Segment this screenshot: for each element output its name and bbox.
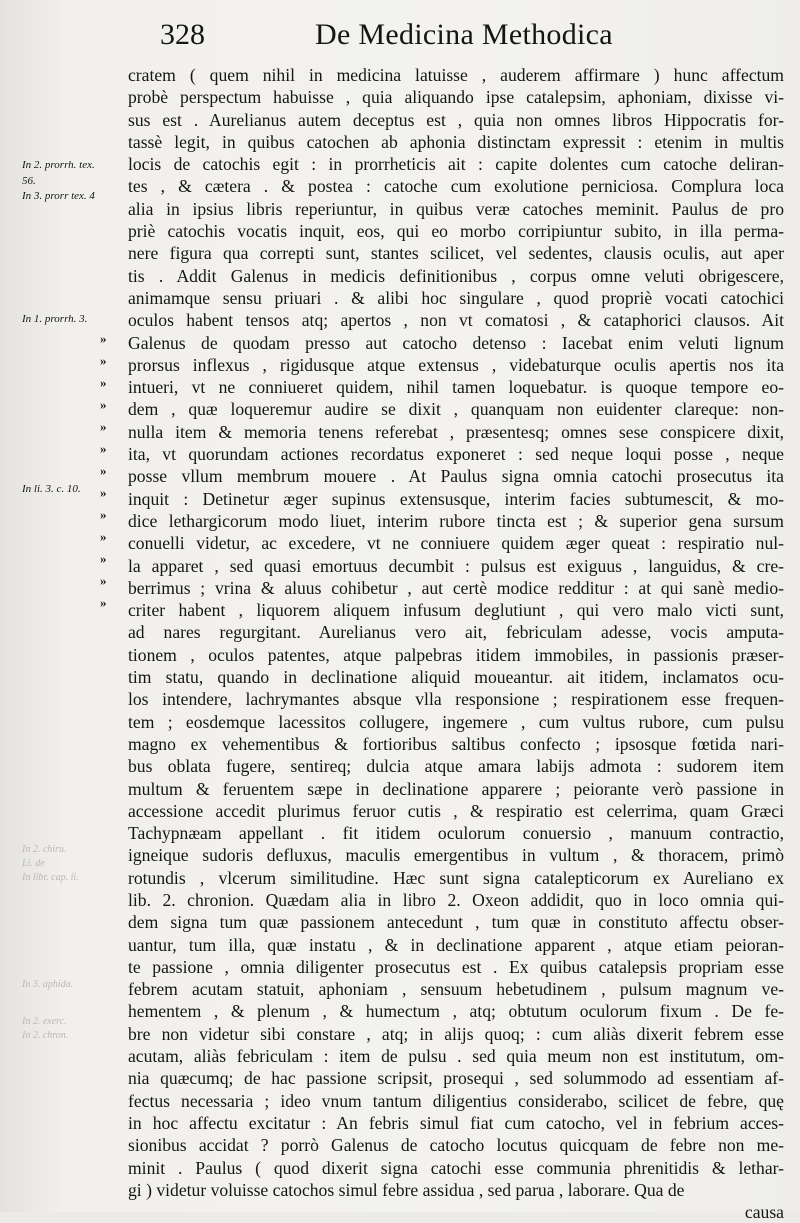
text-line: multum & feruentem sæpe in declinatione apparere ; peiorante verò passione in (128, 778, 784, 799)
quotation-mark: » (100, 595, 107, 610)
running-title: De Medicina Methodica (315, 18, 613, 51)
text-line: sus est . Aurelianus autem deceptus est , quia non omnes libros Hippocratis for- (128, 109, 784, 130)
text-line: inquit : Detinetur æger supinus extensusque, interim facies subtumescit, & mo- (128, 488, 784, 509)
show-through-note: In 2. chron. (22, 1030, 69, 1041)
text-line: igneique sudoris defluxus, maculis emergentibus in vultum , & thoracem, primò (128, 845, 784, 866)
quotation-mark: » (100, 485, 107, 500)
marginal-note: In 1. prorrh. 3. (22, 313, 88, 325)
text-line: bus oblata fugere, sentireq; dulcia atque amara labijs admota : sudorem item (128, 756, 784, 777)
text-line: berrimus ; vrina & aluus cohibetur , aut certè modice redditur : at qui sanè medio- (128, 577, 784, 598)
text-line: animamque sensu priuari . & alibi hoc singulare , quod propriè vocati catochici (128, 287, 784, 308)
show-through-note: In 3. aphida. (22, 979, 74, 990)
text-line: nere figura qua correpti sunt, stantes scilicet, vel sedentes, clausis oculis, aut aper (128, 243, 784, 264)
text-line: prorsus inflexus , rigidusque atque extensus , videbaturque oculis apertis nos ita (128, 354, 784, 375)
quotation-mark: » (100, 353, 107, 368)
body-text (128, 64, 784, 1223)
marginal-note: In 2. prorrh. tex. (22, 159, 95, 171)
text-line: dem signa tum quæ passionem antecedunt , tum quæ in constituto affectu obser- (128, 912, 784, 933)
text-line: alia in ipsius libris reperiuntur, in quibus veræ catoches meminit. Paulus de pro (128, 198, 784, 219)
text-line: magno ex vehementibus & fortioribus saltibus confecto ; ipsosque fœtida nari- (128, 733, 784, 754)
text-line: uantur, tum illa, quæ instatu , & in declinatione apparent , atque etiam peioran- (128, 934, 784, 955)
text-line: la apparet , sed quasi emortuus decumbit : pulsus est exiguus , languidus, & cre- (128, 555, 784, 576)
text-line: conuelli videtur, ac excedere, vt ne conniuere quidem æger queat : respiratio nul- (128, 533, 784, 554)
text-line: tis . Addit Galenus in medicis definitionibus , corpus omne veluti obrigescere, (128, 265, 784, 286)
marginal-note: In 3. prorr tex. 4 (22, 190, 95, 202)
text-line: tem ; eosdemque lacessitos collugere, ingemere , cum vultus rubore, cum pulsu (128, 711, 784, 732)
quotation-mark: » (100, 397, 107, 412)
text-line: dice lethargicorum modo liuet, interim rubore tincta est ; & superior gena sursum (128, 510, 784, 531)
page-header (160, 16, 640, 54)
text-line: lib. 2. chronion. Quædam alia in libro 2. Oxeon addidit, quo in loco omnia qui- (128, 889, 784, 910)
quotation-mark: » (100, 529, 107, 544)
text-line: accessione accedit plurimus feruor cutis , & respiratio est celerrima, quam Græci (128, 800, 784, 821)
quotation-mark: » (100, 419, 107, 434)
text-line: gi ) videtur voluisse catochos simul febre assidua , sed parua , laborare. Qua de (128, 1179, 685, 1200)
text-line: tes , & cætera . & postea : catoche cum exolutione perniciosa. Complura loca (128, 176, 784, 197)
text-line: acutam, aliàs febriculam : item de pulsu . sed quia meum non est institutum, om- (128, 1046, 784, 1067)
marginal-note: In li. 3. c. 10. (22, 483, 81, 495)
text-line: criter habent , liquorem aliquem infusum deglutiunt , qui vero malo victi sunt, (128, 600, 784, 621)
show-through-note: Li. de (22, 858, 45, 869)
text-line: intueri, vt ne conniueret quidem, nihil tamen loquebatur. is quoque tempore eo- (128, 377, 784, 398)
quotation-mark: » (100, 463, 107, 478)
text-line: rotundis , vlcerum similitudine. Hæc sunt signa catalepticorum ex Aureliano ex (128, 867, 784, 888)
quotation-mark: » (100, 331, 107, 346)
show-through-note: In 2. chiru. (22, 844, 67, 855)
text-line: bre non videtur sibi constare , atq; in alijs quoq; : cum aliàs dixerit febrem esse (128, 1023, 784, 1044)
quotation-mark: » (100, 573, 107, 588)
text-line: ad nares regurgitant. Aurelianus vero ait, febriculam adesse, vocis amputa- (128, 622, 784, 643)
quotation-mark: » (100, 551, 107, 566)
catchword: causa (744, 1202, 784, 1223)
text-line: Tachypnæam appellant . fit itidem oculorum conuersio , manuum contractio, (128, 823, 784, 844)
text-line: tassè legit, in quibus catochen ab aphonia distinctam expressit : etenim in multis (128, 131, 784, 152)
text-line: posse vllum membrum mouere . At Paulus signa omnia catochi prosecutus ita (128, 466, 784, 487)
text-line: oculos habent tensos atq; apertos , non vt comatosi , & cataphorici clausos. Ait (128, 310, 784, 331)
quotation-mark: » (100, 441, 107, 456)
text-line: minit . Paulus ( quod dixerit signa catochi esse communia phrenitidis & lethar- (128, 1157, 784, 1178)
text-line: te passione , omnia diligenter prosecutus est . Ex quibus catalepsis propriam esse (128, 956, 784, 977)
page-number: 328 (160, 18, 205, 51)
text-line: tionem , oculos patentes, atque palpebras itidem immobiles, in passionis præser- (128, 644, 784, 665)
show-through-note: In libr. cap. ii. (22, 872, 79, 883)
text-line: tim statu, quando in declinatione aliquid moueantur. ait itidem, inclamatos ocu- (128, 667, 784, 688)
marginal-note: 56. (22, 175, 36, 187)
quotation-mark: » (100, 375, 107, 390)
text-line: priè catochis vocatis inquit, eos, qui eo morbo corripiuntur subito, in illa perma- (128, 221, 784, 242)
text-line: in hoc affectu excitatur : An febris simul fiat cum catocho, vel in febrium acces- (128, 1112, 784, 1133)
text-line: febrem acutam statuit, aphoniam , sensuum hebetudinem , pulsum magnum ve- (128, 979, 784, 1000)
text-line: fectus necessaria ; ideo vnum tantum diligentius considerabo, scilicet de febre, quę (128, 1090, 784, 1111)
text-line: hementem , & plenum , & humectum , atq; obtutum oculorum fixum . De fe- (128, 1001, 784, 1022)
text-line: nulla item & memoria tenens referebat , præsentesq; omnes sese conspicere dixit, (128, 421, 784, 442)
text-line: nia quæcumq; de hac passione scripsit, prosequi , sed solummodo ad essentiam af- (128, 1068, 784, 1089)
text-line: locis de catochis egit : in prorrheticis ait : capite dolentes cum catoche deliran- (128, 154, 784, 175)
text-line: probè perspectum habuisse , quia aliquando ipse catalepsim, aphoniam, dixisse vi- (128, 87, 784, 108)
text-line: ita, vt quorundam actiones recordatus exponeret : sed neque loqui posse , neque (128, 444, 784, 465)
text-line: sionibus accidat ? porrò Galenus de catocho locutus quicquam de febre non me- (128, 1135, 784, 1156)
text-line: Galenus de quodam presso aut catocho detenso : Iacebat enim veluti lignum (128, 332, 784, 353)
text-line: dem , quæ loqueremur audire se dixit , quanquam non euidenter clareque: non- (128, 399, 784, 420)
text-line: cratem ( quem nihil in medicina latuisse , auderem affirmare ) hunc affectum (128, 65, 784, 85)
quotation-mark: » (100, 507, 107, 522)
text-line: los intendere, lachrymantes absque vlla responsione ; respirationem esse frequen- (128, 689, 784, 710)
show-through-note: In 2. exerc. (22, 1016, 67, 1027)
